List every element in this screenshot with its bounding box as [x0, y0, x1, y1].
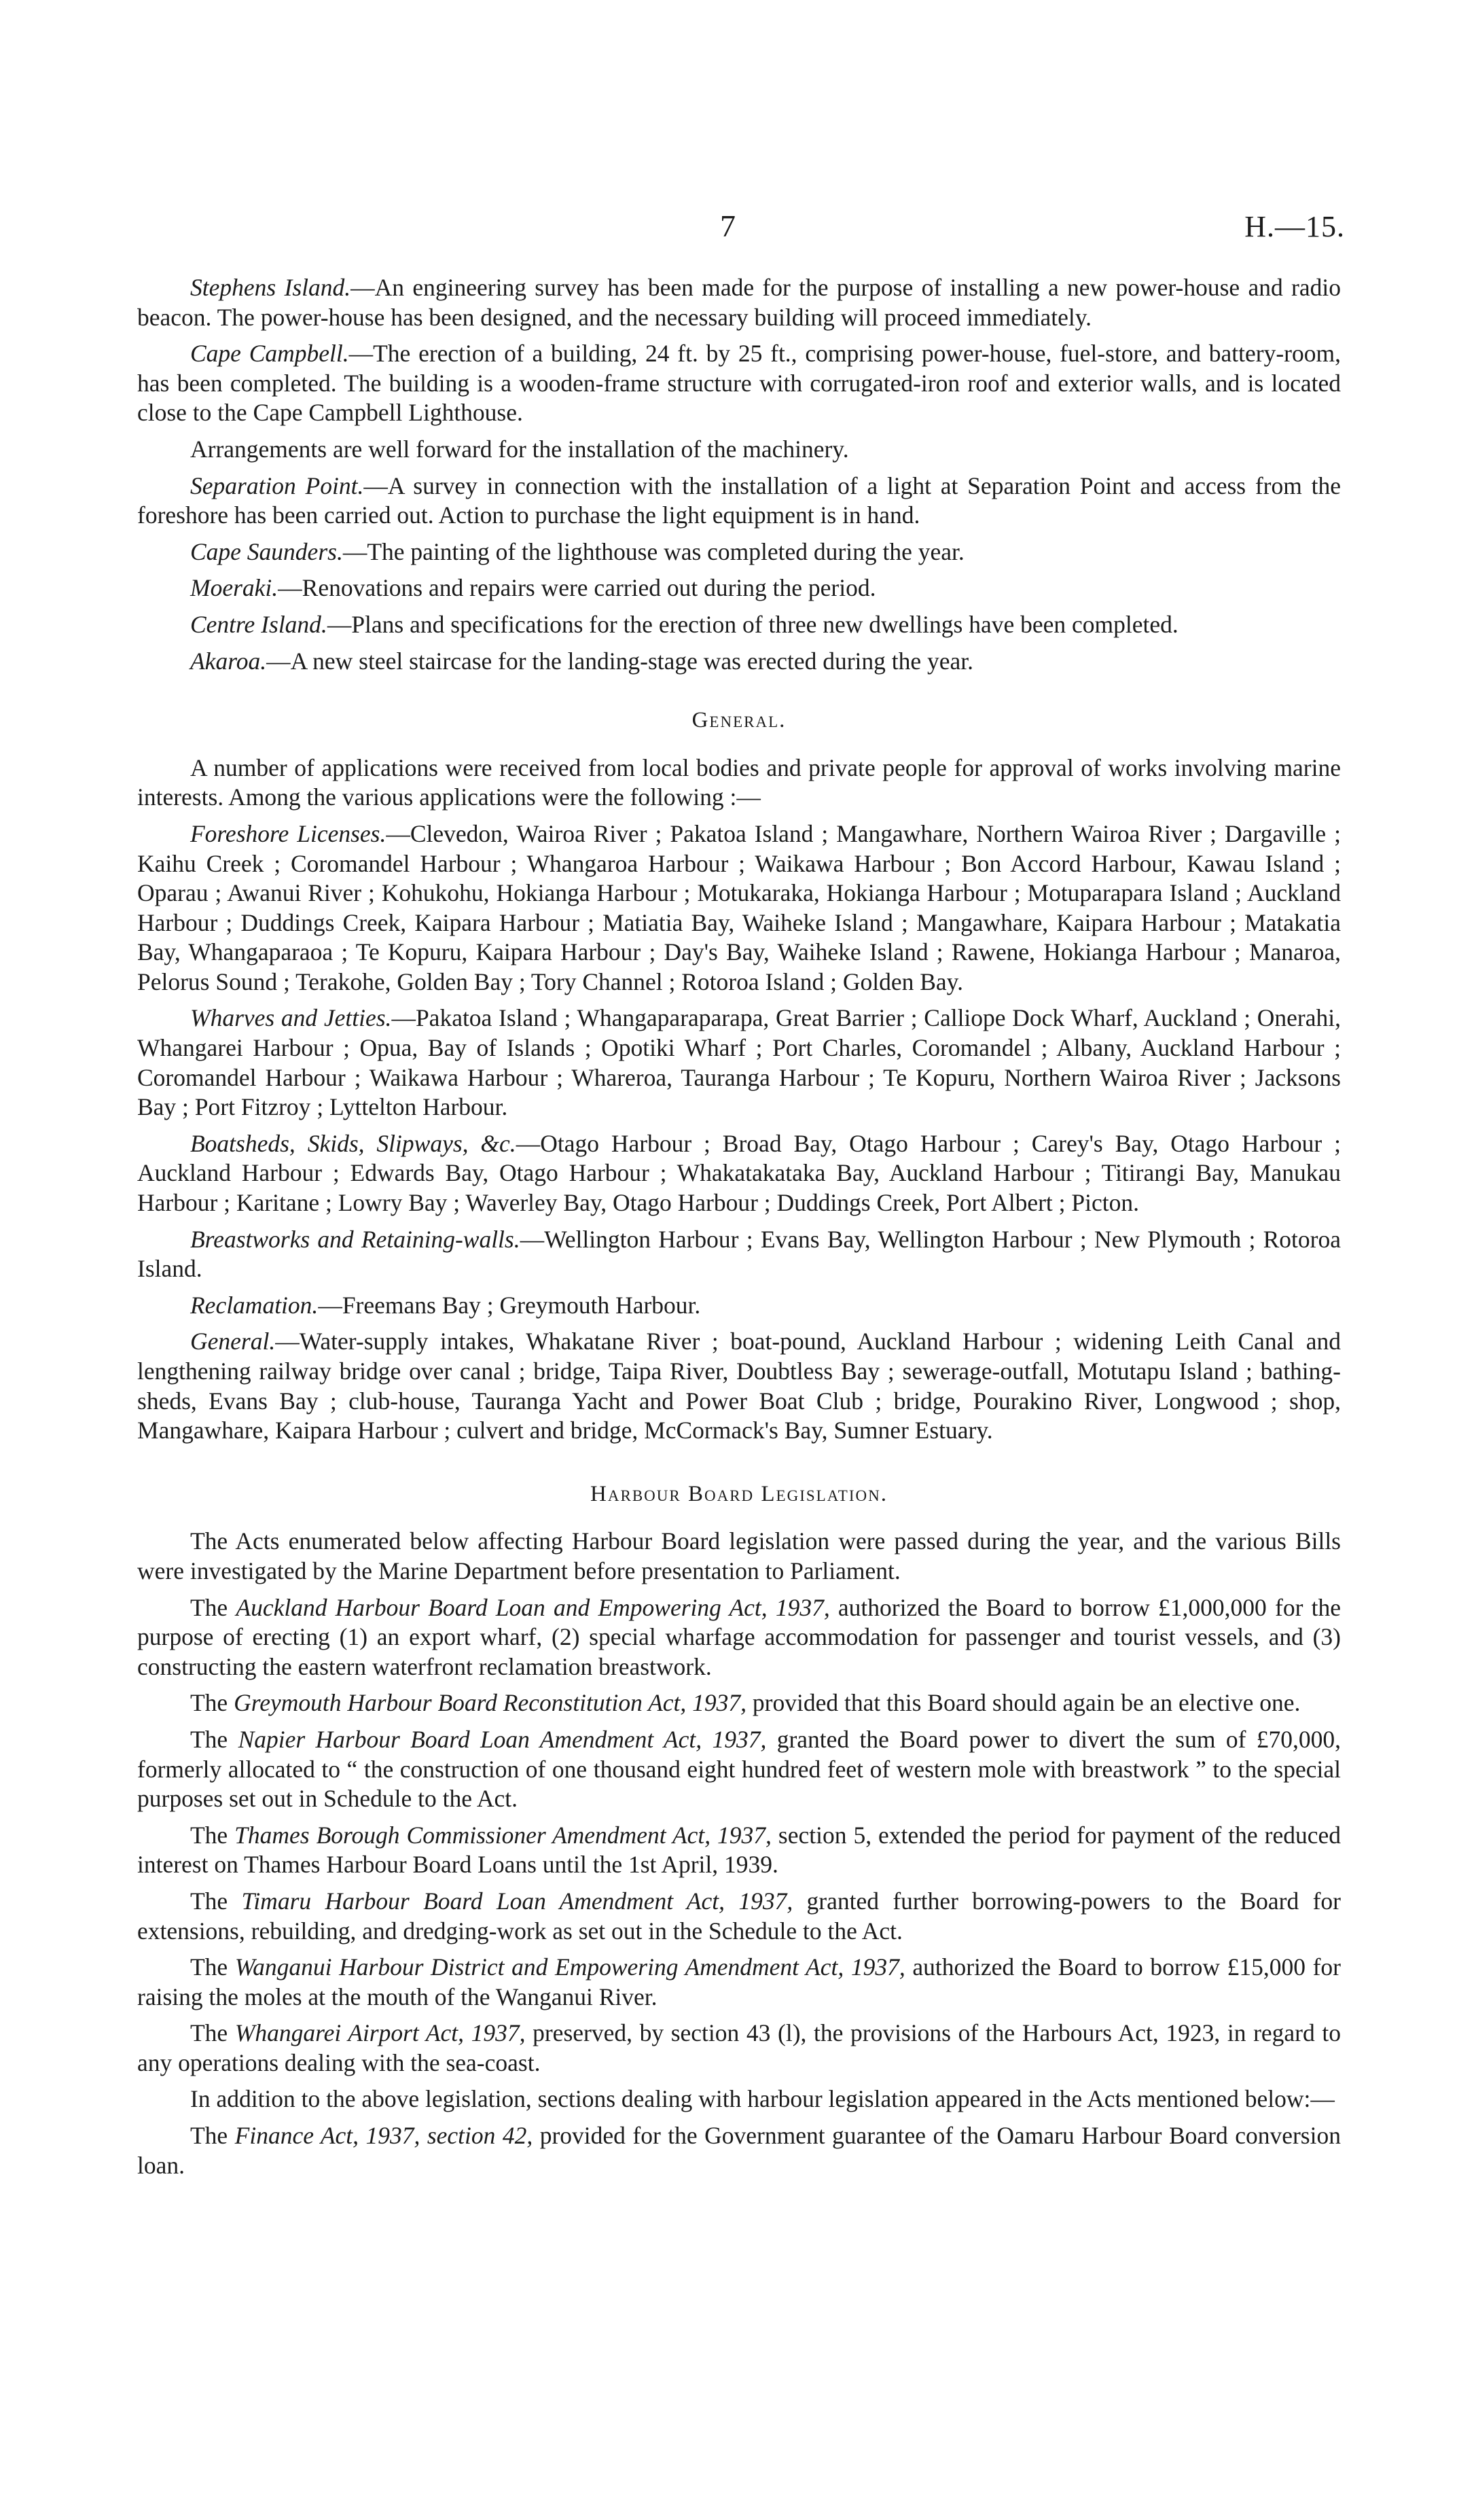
- paragraph-cape-saunders: Cape Saunders.—The painting of the lighthouse was completed during the year.: [190, 537, 965, 565]
- act-wanganui: The Wanganui Harbour District and Empowering Amendment Act, 1937, authorized the Board to borrow £15,000 for raising the moles at the mouth of the Wanganui River.: [137, 1953, 1341, 2010]
- page-body: [137, 273, 1341, 2187]
- document-reference: H.—15.: [1244, 210, 1345, 243]
- legislation-addition: In addition to the above legislation, sections dealing with harbour legislation appeared in the Acts mentioned below:—: [190, 2085, 1335, 2113]
- act-whangarei: The Whangarei Airport Act, 1937, preserved, by section 43 (l), the provisions of the Harbours Act, 1923, in regard to any operations dealing with the sea-coast.: [137, 2019, 1341, 2076]
- paragraph-cape-campbell: Cape Campbell.—The erection of a building, 24 ft. by 25 ft., comprising power-house, fuel-store, and battery-room, has been completed. The building is a wooden-frame structure with corrugated-iron roof and exterior walls, and is located close to the Cape Campbell Lighthouse.: [137, 340, 1341, 427]
- lighthouse-section: [137, 273, 1341, 676]
- paragraph-moeraki: Moeraki.—Renovations and repairs were carried out during the period.: [190, 574, 876, 602]
- general-heading: General.: [691, 708, 787, 733]
- paragraph-separation-point: Separation Point.—A survey in connection with the installation of a light at Separation Point and access from the foreshore has been carried out. Action to purchase the light equipment is in hand.: [137, 472, 1341, 529]
- page-number: 7: [720, 209, 736, 243]
- paragraph-wharves-jetties: Wharves and Jetties.—Pakatoa Island ; Whangaparaparapa, Great Barrier ; Calliope Dock Wharf, Auckland ; Onerahi, Whangarei Harbour ; Opua, Bay of Islands ; Opotiki Wharf ; Port Charles, Coromandel ; Albany, Auckland Harbour ; Coromandel Harbour ; Waikawa Harbour ; Whareroa, Tauranga Harbour ; Te Kopuru, Northern Wairoa River ; Jacksons Bay ; Port Fitzroy ; Lyttelton Harbour.: [137, 1004, 1342, 1121]
- paragraph-stephens-island: Stephens Island.—An engineering survey has been made for the purpose of installing a new power-house and radio beacon. The power-house has been designed, and the necessary building will proceed immediately.: [137, 274, 1341, 331]
- legislation-section: [137, 1480, 1341, 2180]
- act-greymouth: The Greymouth Harbour Board Reconstitution Act, 1937, provided that this Board should again be an elective one.: [190, 1689, 1301, 1717]
- paragraph-general-works: General.—Water-supply intakes, Whakatane River ; boat-pound, Auckland Harbour ; widening Leith Canal and lengthening railway bridge over canal ; bridge, Taipa River, Doubtless Bay ; sewerage-outfall, Motutapu Island ; bathing-sheds, Evans Bay ; club-house, Tauranga Yacht and Power Boat Club ; bridge, Pourakino River, Longwood ; shop, Mangawhare, Kaipara Harbour ; culvert and bridge, McCormack's Bay, Sumner Estuary.: [137, 1328, 1341, 1444]
- legislation-heading: Harbour Board Legislation.: [590, 1481, 888, 1506]
- paragraph-cape-campbell-machinery: Arrangements are well forward for the installation of the machinery.: [190, 435, 849, 463]
- act-finance: The Finance Act, 1937, section 42, provided for the Government guarantee of the Oamaru Harbour Board conversion loan.: [137, 2122, 1341, 2179]
- paragraph-boatsheds: Boatsheds, Skids, Slipways, &c.—Otago Harbour ; Broad Bay, Otago Harbour ; Carey's Bay, Otago Harbour ; Auckland Harbour ; Edwards Bay, Otago Harbour ; Whakatakataka Bay, Auckland Harbour ; Titirangi Bay, Manukau Harbour ; Karitane ; Lowry Bay ; Waverley Bay, Otago Harbour ; Duddings Creek, Port Albert ; Picton.: [137, 1129, 1341, 1217]
- page-header: [0, 204, 1476, 258]
- paragraph-foreshore-licenses: Foreshore Licenses.—Clevedon, Wairoa River ; Pakatoa Island ; Mangawhare, Northern Wairoa River ; Dargaville ; Kaihu Creek ; Coromandel Harbour ; Whangaroa Harbour ; Waikawa Harbour ; Bon Accord Harbour, Kawau Island ; Oparau ; Awanui River ; Kohukohu, Hokianga Harbour ; Motukaraka, Hokianga Harbour ; Motuparapara Island ; Auckland Harbour ; Duddings Creek, Kaipara Harbour ; Matiatia Bay, Waiheke Island ; Mangawhare, Kaipara Harbour ; Matakatia Bay, Whangaparaoa ; Te Kopuru, Kaipara Harbour ; Day's Bay, Waiheke Island ; Rawene, Hokianga Harbour ; Manaroa, Pelorus Sound ; Terakohe, Golden Bay ; Tory Channel ; Rotoroa Island ; Golden Bay.: [137, 819, 1342, 995]
- paragraph-breastworks: Breastworks and Retaining-walls.—Wellington Harbour ; Evans Bay, Wellington Harbour ; New Plymouth ; Rotoroa Island.: [137, 1225, 1341, 1283]
- act-timaru: The Timaru Harbour Board Loan Amendment Act, 1937, granted further borrowing-powers to the Board for extensions, rebuilding, and dredging-work as set out in the Schedule to the Act.: [137, 1887, 1341, 1945]
- paragraph-reclamation: Reclamation.—Freemans Bay ; Greymouth Harbour.: [190, 1291, 701, 1319]
- legislation-intro: The Acts enumerated below affecting Harbour Board legislation were passed during the year, and the various Bills were investigated by the Marine Department before presentation to Parliament.: [137, 1527, 1341, 1584]
- paragraph-akaroa: Akaroa.—A new steel staircase for the landing-stage was erected during the year.: [190, 647, 974, 675]
- paragraph-centre-island: Centre Island.—Plans and specifications for the erection of three new dwellings have been completed.: [190, 610, 1178, 638]
- general-section: [137, 706, 1341, 1446]
- general-intro: A number of applications were received from local bodies and private people for approval of works involving marine interests. Among the various applications were the following :—: [137, 753, 1341, 811]
- act-napier: The Napier Harbour Board Loan Amendment Act, 1937, granted the Board power to divert the sum of £70,000, formerly allocated to “ the construction of one thousand eight hundred feet of western mole with breastwork ” to the special purposes set out in Schedule to the Act.: [137, 1725, 1342, 1813]
- act-thames: The Thames Borough Commissioner Amendment Act, 1937, section 5, extended the period for payment of the reduced interest on Thames Harbour Board Loans until the 1st April, 1939.: [137, 1821, 1341, 1879]
- act-auckland: The Auckland Harbour Board Loan and Empowering Act, 1937, authorized the Board to borrow £1,000,000 for the purpose of erecting (1) an export wharf, (2) special wharfage accommodation for passenger and tourist vessels, and (3) constructing the eastern waterfront reclamation breastwork.: [137, 1593, 1341, 1680]
